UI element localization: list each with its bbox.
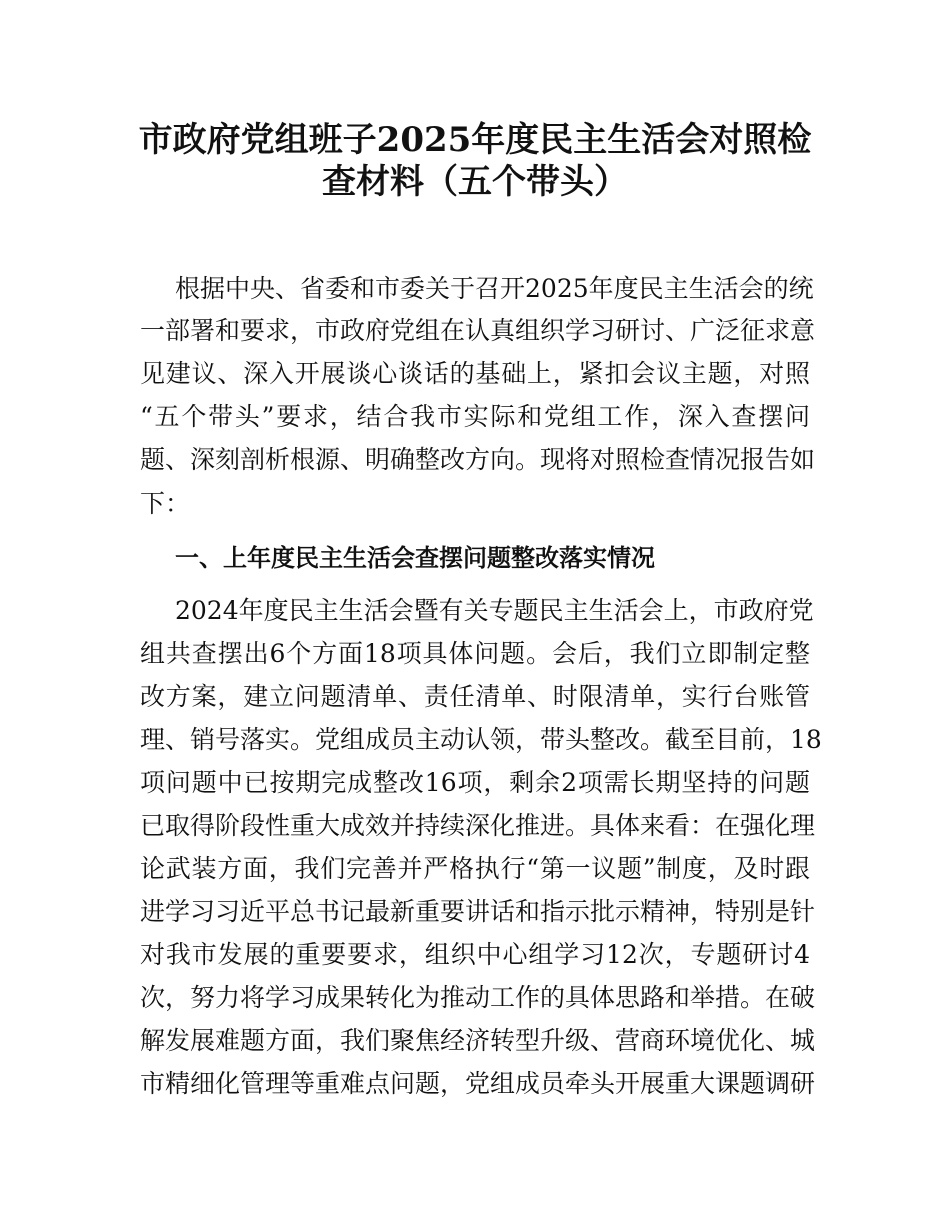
paragraph-line: 改方案，建立问题清单、责任清单、时限清单，实行台账管 (140, 682, 810, 711)
paragraph-line: 市精细化管理等重难点问题，党组成员牵头开展重大课题调研 (140, 1069, 816, 1098)
paragraph-line: 一部署和要求，市政府党组在认真组织学习研讨、广泛征求意 (140, 316, 816, 345)
paragraph-line: 题、深刻剖析根源、明确整改方向。现将对照检查情况报告如 (140, 445, 816, 474)
section-heading: 一、上年度民主生活会查摆问题整改落实情况 (175, 544, 655, 572)
paragraph-line: 项问题中已按期完成整改16项，剩余2项需长期坚持的问题 (140, 768, 810, 797)
paragraph-line: 见建议、深入开展谈心谈话的基础上，紧扣会议主题，对照 (140, 359, 810, 388)
document-title-line-1: 市政府党组班子2025年度民主生活会对照检 (138, 120, 812, 160)
paragraph-line: 次，努力将学习成果转化为推动工作的具体思路和举措。在破 (140, 983, 816, 1012)
paragraph-line: 2024年度民主生活会暨有关专题民主生活会上，市政府党 (175, 596, 814, 625)
paragraph-line: 下： (140, 489, 191, 518)
document-title-line-2: 查材料（五个带头） (322, 162, 628, 202)
paragraph-line: 进学习习近平总书记最新重要讲话和指示批示精神，特别是针 (140, 897, 816, 926)
paragraph-line: 论武装方面，我们完善并严格执行“第一议题”制度，及时跟 (140, 854, 810, 883)
paragraph-line: 解发展难题方面，我们聚焦经济转型升级、营商环境优化、城 (140, 1026, 816, 1055)
paragraph-line: 根据中央、省委和市委关于召开2025年度民主生活会的统 (175, 274, 814, 303)
paragraph-line: 理、销号落实。党组成员主动认领，带头整改。截至目前，18 (140, 725, 822, 754)
paragraph-line: 组共查摆出6个方面18项具体问题。会后，我们立即制定整 (140, 639, 810, 668)
paragraph-line: “五个带头”要求，结合我市实际和党组工作，深入查摆问 (140, 402, 810, 431)
paragraph-line: 已取得阶段性重大成效并持续深化推进。具体来看：在强化理 (140, 811, 816, 840)
paragraph-line: 对我市发展的重要要求，组织中心组学习12次，专题研讨4 (140, 940, 810, 969)
